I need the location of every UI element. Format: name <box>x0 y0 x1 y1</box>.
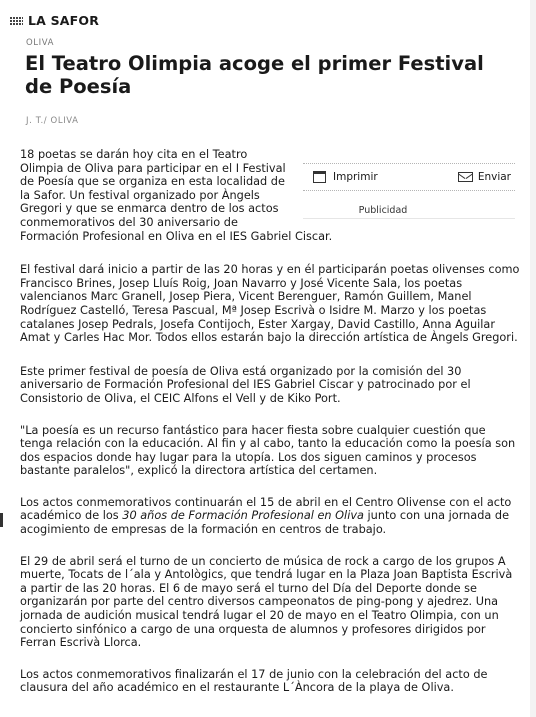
kicker: OLIVA <box>26 38 55 48</box>
paragraph-5 <box>20 496 520 537</box>
paragraph-5-start: Los actos conmemorativos continuarán el 15 de abril en el Centro Olivense con el acto académico de los <box>20 495 512 523</box>
paragraph-6: El 29 de abril será el turno de un concierto de música de rock a cargo de los grupos A muerte, Tocats de l´ala y Antològics, que tendrá lugar en la Plaza Joan Baptista Escrivà a partir de las 20 horas. El 6 de mayo será el turno del Día del Deporte donde se organizarán por parte del centro diversos campeonatos de ping-pong y ajedrez. Una jornada de audición musical tendrá lugar el 20 de mayo en el Teatro Olimpia, con un concierto sinfónico a cargo de una orquesta de alumnos y profesores dirigidos por Ferran Escrivà Llorca. <box>20 554 513 650</box>
headline: El Teatro Olimpia acoge el primer Festival de Poesía <box>25 52 484 98</box>
paragraph-5-end: junto con una jornada de acogimiento de empresas de la formación en centros de trabajo. <box>20 509 510 537</box>
paragraph-3: Este primer festival de poesía de Oliva está organizado por la comisión del 30 aniversario de Formación Profesional del IES Gabriel Ciscar y patrocinado por el Consistorio de Oliva, el CEIC Alfons el Vell y de Kiko Port. <box>20 364 471 405</box>
paragraph-1: 18 poetas se darán hoy cita en el Teatro Olimpia de Oliva para participar en el I Festival de Poesía que se organiza en esta localidad de la Safor. Un festival organizado por Àngels Gregori y que se enmarca dentro de los actos conmemorativos del 30 aniversario de <box>20 148 286 229</box>
section-grid-icon <box>9 16 23 25</box>
paragraph-2: El festival dará inicio a partir de las 20 horas y en él participarán poetas olivenses como Francisco Brines, Josep Lluís Roig, Joan Navarro y José Vicente Sala, los poetas valencianos Marc Granell, Josep Piera, Vicent Berenguer, Ramón Guillem, Manel Rodríguez Castelló, Teresa Pascual, Mª Josep Escrivà o Isidre M. Marzo y los poetas catalanes Josep Pedrals, Josefa Contijoch, Ester Xargay, David Castillo, Anna Aguilar Amat y Carles Hac Mor. Todos ellos estarán bajo la dirección artística de Àngels Gregori. <box>20 263 520 345</box>
print-label: Imprimir <box>333 171 378 183</box>
section-title: LA SAFOR <box>28 13 100 28</box>
byline: J. T./ OLIVA <box>26 116 79 126</box>
paragraph-5-title: 30 años de Formación Profesional en Oliva <box>122 509 364 523</box>
scan-margin-mark <box>0 513 3 527</box>
paragraph-1-end: Formación Profesional en Oliva en el IES Gabriel Ciscar. <box>20 229 333 243</box>
send-label: Enviar <box>477 171 511 183</box>
article-body <box>20 148 520 708</box>
paragraph-4: "La poesía es un recurso fantástico para hacer fiesta sobre cualquier cuestión que tenga relación con la educación. Al fin y al cabo, tanto la educación como la poesía son dos espacios donde hay lugar para la utopía. Los dos siguen caminos y procesos bastante paralelos", explicó la directora artística del certamen. <box>20 423 516 478</box>
section-header <box>9 13 99 28</box>
page-gutter <box>530 0 536 717</box>
ad-label: Publicidad <box>358 205 408 216</box>
paragraph-7: Los actos conmemorativos finalizarán el 17 de junio con la celebración del acto de clausura del año académico en el restaurante L´Àncora de la playa de Oliva. <box>20 667 488 695</box>
